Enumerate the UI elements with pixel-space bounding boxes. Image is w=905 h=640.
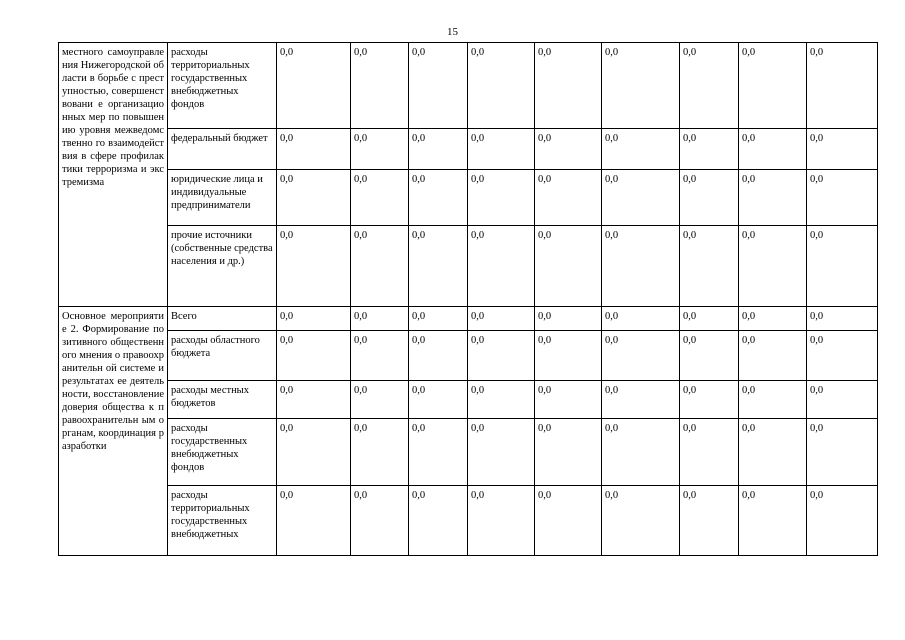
value-cell: 0,0 <box>277 381 351 419</box>
value-cell: 0,0 <box>602 170 680 226</box>
value-cell: 0,0 <box>602 129 680 170</box>
value-cell: 0,0 <box>351 226 409 307</box>
value-cell: 0,0 <box>680 331 739 381</box>
value-cell: 0,0 <box>409 331 468 381</box>
value-cell: 0,0 <box>602 486 680 556</box>
value-cell: 0,0 <box>351 307 409 331</box>
value-cell: 0,0 <box>807 170 878 226</box>
value-cell: 0,0 <box>680 381 739 419</box>
value-cell: 0,0 <box>468 331 535 381</box>
value-cell: 0,0 <box>739 43 807 129</box>
value-cell: 0,0 <box>409 129 468 170</box>
funding-source-cell: расходы территориальных государственных внебюджетных <box>168 486 277 556</box>
value-cell: 0,0 <box>277 226 351 307</box>
value-cell: 0,0 <box>739 486 807 556</box>
table-row <box>59 381 878 419</box>
value-cell: 0,0 <box>739 307 807 331</box>
value-cell: 0,0 <box>468 170 535 226</box>
funding-source-cell: расходы государственных внебюджетных фондов <box>168 419 277 486</box>
value-cell: 0,0 <box>739 226 807 307</box>
value-cell: 0,0 <box>409 226 468 307</box>
table-row <box>59 331 878 381</box>
value-cell: 0,0 <box>680 43 739 129</box>
value-cell: 0,0 <box>535 486 602 556</box>
value-cell: 0,0 <box>277 331 351 381</box>
funding-table <box>58 42 878 556</box>
value-cell: 0,0 <box>602 381 680 419</box>
table-row <box>59 307 878 331</box>
value-cell: 0,0 <box>602 307 680 331</box>
funding-source-cell: прочие источники (собственные средства населения и др.) <box>168 226 277 307</box>
funding-source-cell: расходы областного бюджета <box>168 331 277 381</box>
value-cell: 0,0 <box>807 419 878 486</box>
value-cell: 0,0 <box>468 43 535 129</box>
value-cell: 0,0 <box>739 331 807 381</box>
value-cell: 0,0 <box>409 307 468 331</box>
value-cell: 0,0 <box>468 129 535 170</box>
value-cell: 0,0 <box>602 43 680 129</box>
value-cell: 0,0 <box>535 226 602 307</box>
measure-cell-1: местного самоуправления Нижегородской области в борьбе с преступностью, совершенствовани е организационных мер по повышению уровня межведомственно го взаимодействия в сфере профилактики терроризма и экстремизма <box>59 43 168 307</box>
table-row <box>59 129 878 170</box>
value-cell: 0,0 <box>807 129 878 170</box>
value-cell: 0,0 <box>807 307 878 331</box>
value-cell: 0,0 <box>468 486 535 556</box>
value-cell: 0,0 <box>277 419 351 486</box>
value-cell: 0,0 <box>277 129 351 170</box>
table-row <box>59 419 878 486</box>
value-cell: 0,0 <box>468 226 535 307</box>
table-row <box>59 226 878 307</box>
funding-source-cell: юридические лица и индивидуальные предприниматели <box>168 170 277 226</box>
value-cell: 0,0 <box>680 226 739 307</box>
value-cell: 0,0 <box>535 129 602 170</box>
value-cell: 0,0 <box>409 381 468 419</box>
value-cell: 0,0 <box>680 170 739 226</box>
value-cell: 0,0 <box>409 43 468 129</box>
value-cell: 0,0 <box>535 307 602 331</box>
value-cell: 0,0 <box>351 129 409 170</box>
table-row <box>59 170 878 226</box>
value-cell: 0,0 <box>351 381 409 419</box>
value-cell: 0,0 <box>468 381 535 419</box>
value-cell: 0,0 <box>409 419 468 486</box>
value-cell: 0,0 <box>468 307 535 331</box>
value-cell: 0,0 <box>468 419 535 486</box>
value-cell: 0,0 <box>277 170 351 226</box>
table-row <box>59 486 878 556</box>
value-cell: 0,0 <box>807 331 878 381</box>
value-cell: 0,0 <box>535 331 602 381</box>
value-cell: 0,0 <box>602 331 680 381</box>
value-cell: 0,0 <box>277 307 351 331</box>
value-cell: 0,0 <box>409 486 468 556</box>
value-cell: 0,0 <box>351 331 409 381</box>
value-cell: 0,0 <box>351 486 409 556</box>
funding-source-cell: федеральный бюджет <box>168 129 277 170</box>
value-cell: 0,0 <box>807 43 878 129</box>
value-cell: 0,0 <box>739 170 807 226</box>
value-cell: 0,0 <box>602 226 680 307</box>
value-cell: 0,0 <box>680 486 739 556</box>
value-cell: 0,0 <box>602 419 680 486</box>
value-cell: 0,0 <box>807 486 878 556</box>
value-cell: 0,0 <box>277 486 351 556</box>
page-number: 15 <box>447 26 458 38</box>
value-cell: 0,0 <box>351 419 409 486</box>
value-cell: 0,0 <box>680 307 739 331</box>
value-cell: 0,0 <box>807 381 878 419</box>
value-cell: 0,0 <box>535 43 602 129</box>
value-cell: 0,0 <box>680 129 739 170</box>
value-cell: 0,0 <box>739 381 807 419</box>
value-cell: 0,0 <box>351 43 409 129</box>
table-row <box>59 43 878 129</box>
value-cell: 0,0 <box>277 43 351 129</box>
measure-cell-2: Основное мероприятие 2. Формирование позитивного общественного мнения о правоохранительн ой системе и результатах ее деятельности, восстановление доверия общества к правоохранительн ым органам, координация разработки <box>59 307 168 556</box>
value-cell: 0,0 <box>351 170 409 226</box>
value-cell: 0,0 <box>535 419 602 486</box>
funding-source-cell: расходы территориальных государственных внебюджетных фондов <box>168 43 277 129</box>
funding-source-cell: Всего <box>168 307 277 331</box>
value-cell: 0,0 <box>739 419 807 486</box>
value-cell: 0,0 <box>535 381 602 419</box>
funding-source-cell: расходы местных бюджетов <box>168 381 277 419</box>
value-cell: 0,0 <box>535 170 602 226</box>
value-cell: 0,0 <box>739 129 807 170</box>
value-cell: 0,0 <box>807 226 878 307</box>
value-cell: 0,0 <box>409 170 468 226</box>
value-cell: 0,0 <box>680 419 739 486</box>
